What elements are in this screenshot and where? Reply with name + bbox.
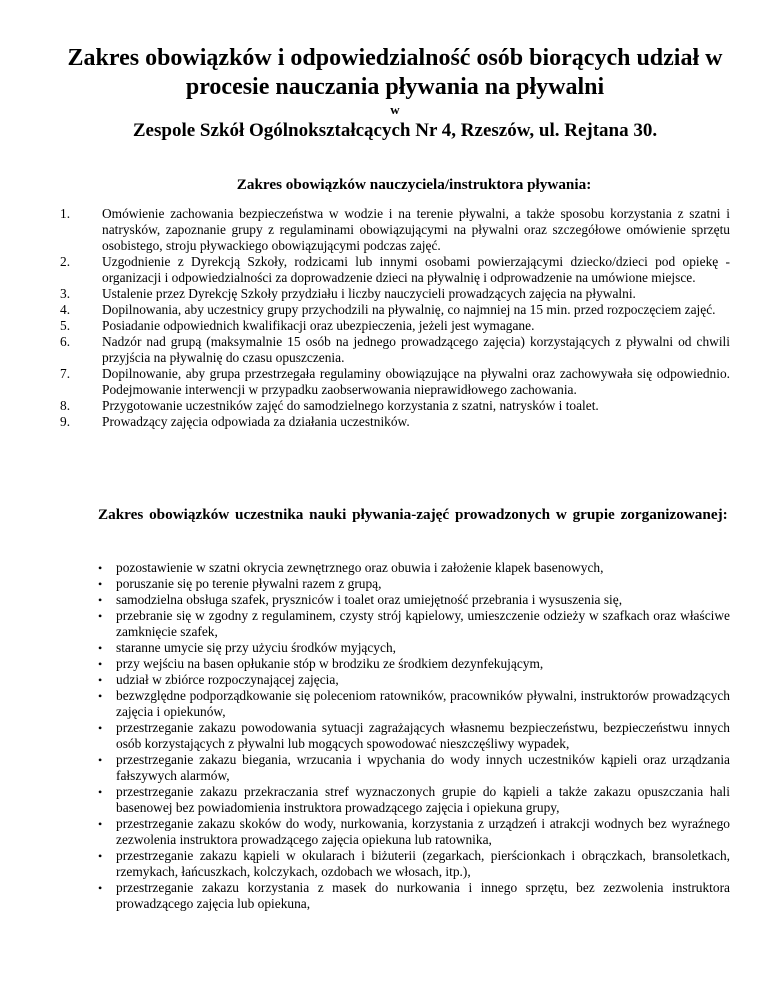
list-item xyxy=(60,302,730,318)
item-text: Uzgodnienie z Dyrekcją Szkoły, rodzicami lub innymi osobami powierzającymi dziecko/dzieci pod opiekę - organizacji i odpowiedzialności za doprowadzenie dzieci na pływalnię i odprowadzenie na umówione miejsce. xyxy=(102,254,730,285)
list-item: • pozostawienie w szatni okrycia zewnętrznego oraz obuwia i założenie klapek basenowych, xyxy=(98,560,730,576)
title-connector: w xyxy=(390,102,400,117)
item-text: Ustalenie przez Dyrekcję Szkoły przydziału i liczby nauczycieli prowadzących zajęcia na pływalni. xyxy=(102,286,636,301)
list-item: • poruszanie się po terenie pływalni razem z grupą, xyxy=(98,576,730,592)
list-item xyxy=(60,254,730,286)
list-item xyxy=(60,206,730,254)
item-text: Posiadanie odpowiednich kwalifikacji oraz ubezpieczenia, jeżeli jest wymagane. xyxy=(102,318,535,333)
item-number: 9. xyxy=(60,414,71,429)
instructor-duties-heading: Zakres obowiązków nauczyciela/instruktora pływania: xyxy=(236,176,592,193)
list-item xyxy=(60,366,730,398)
list-item: • przestrzeganie zakazu korzystania z masek do nurkowania i innego sprzętu, bez zezwolenia instruktora prowadzącego zajęcia lub opiekuna, xyxy=(98,880,730,912)
list-item: • przebranie się w zgodny z regulaminem, czysty strój kąpielowy, umieszczenie odzieży w szafkach oraz właściwe zamknięcie szafek, xyxy=(98,608,730,640)
list-item: • przestrzeganie zakazu biegania, wrzucania i wpychania do wody innych uczestników kąpieli oraz urządzania fałszywych alarmów, xyxy=(98,752,730,784)
item-text: Dopilnowania, aby uczestnicy grupy przychodzili na pływalnię, co najmniej na 15 min. przed rozpoczęciem zajęć. xyxy=(102,302,716,317)
document-title xyxy=(60,44,730,143)
list-item: • samodzielna obsługa szafek, pryszniców i toalet oraz umiejętność przebrania i wysuszenia się, xyxy=(98,592,730,608)
item-number: 2. xyxy=(60,254,71,269)
item-number: 4. xyxy=(60,302,71,317)
item-number: 1. xyxy=(60,206,71,221)
list-item: • przestrzeganie zakazu skoków do wody, nurkowania, korzystania z urządzeń i atrakcji wodnych bez wyraźnego zezwolenia instruktora prowadzącego zajęcia opiekuna lub ratownika, xyxy=(98,816,730,848)
participant-duties-list xyxy=(98,560,730,912)
participant-duties-heading: Zakres obowiązków uczestnika nauki pływania-zajęć prowadzonych w grupie zorganizowanej: xyxy=(98,506,728,523)
item-text: Przygotowanie uczestników zajęć do samodzielnego korzystania z szatni, natrysków i toalet. xyxy=(102,398,599,413)
item-text: Dopilnowanie, aby grupa przestrzegała regulaminy obowiązujące na pływalni oraz zachowywała się odpowiednio. Podejmowanie interwencji w przypadku zaobserwowania nieprawidłowego zachowania. xyxy=(102,366,730,397)
item-text: Omówienie zachowania bezpieczeństwa w wodzie i na terenie pływalni, a także sposobu korzystania z szatni i natrysków, zapoznanie grupy z regulaminami obowiązującymi na pływalni oraz szczegółowe omówienie sprzętu osobistego, stroju pływackiego obowiązującymi podczas zajęć. xyxy=(102,206,730,253)
item-number: 8. xyxy=(60,398,71,413)
instructor-duties-list xyxy=(60,206,730,430)
item-number: 5. xyxy=(60,318,71,333)
item-number: 6. xyxy=(60,334,71,349)
list-item: • bezwzględne podporządkowanie się poleceniom ratowników, pracowników pływalni, instruktorów prowadzących zajęcia i opiekunów, xyxy=(98,688,730,720)
list-item xyxy=(60,334,730,366)
item-text: Nadzór nad grupą (maksymalnie 15 osób na jednego prowadzącego zajęcia) korzystających z pływalni od chwili przyjścia na pływalnię do czasu opuszczenia. xyxy=(102,334,730,365)
item-number: 7. xyxy=(60,366,71,381)
list-item xyxy=(60,286,730,302)
item-number: 3. xyxy=(60,286,71,301)
list-item xyxy=(60,398,730,414)
list-item xyxy=(60,318,730,334)
list-item: • przestrzeganie zakazu przekraczania stref wyznaczonych grupie do kąpieli a także zakazu opuszczania hali basenowej bez powiadomienia instruktora prowadzącego zajęcia i opiekuna grupy, xyxy=(98,784,730,816)
item-text: Prowadzący zajęcia odpowiada za działania uczestników. xyxy=(102,414,410,429)
list-item xyxy=(60,414,730,430)
list-item: • udział w zbiórce rozpoczynającej zajęcia, xyxy=(98,672,730,688)
list-item: • przestrzeganie zakazu kąpieli w okularach i biżuterii (zegarkach, pierścionkach i obrączkach, bransoletkach, rzemykach, łańcuszkach, kolczykach, ozdobach we włosach, itp.), xyxy=(98,848,730,880)
list-item: • przestrzeganie zakazu powodowania sytuacji zagrażających własnemu bezpieczeństwu, bezpieczeństwu innych osób korzystających z pływalni lub mogących spowodować nieszczęśliwy wypadek, xyxy=(98,720,730,752)
title-text: Zakres obowiązków i odpowiedzialność osób biorących udział w procesie nauczania pływania na pływalni xyxy=(67,45,723,100)
school-name: Zespole Szkół Ogólnokształcących Nr 4, Rzeszów, ul. Rejtana 30. xyxy=(132,120,658,141)
list-item: • przy wejściu na basen opłukanie stóp w brodziku ze środkiem dezynfekującym, xyxy=(98,656,730,672)
list-item: • staranne umycie się przy użyciu środków myjących, xyxy=(98,640,730,656)
